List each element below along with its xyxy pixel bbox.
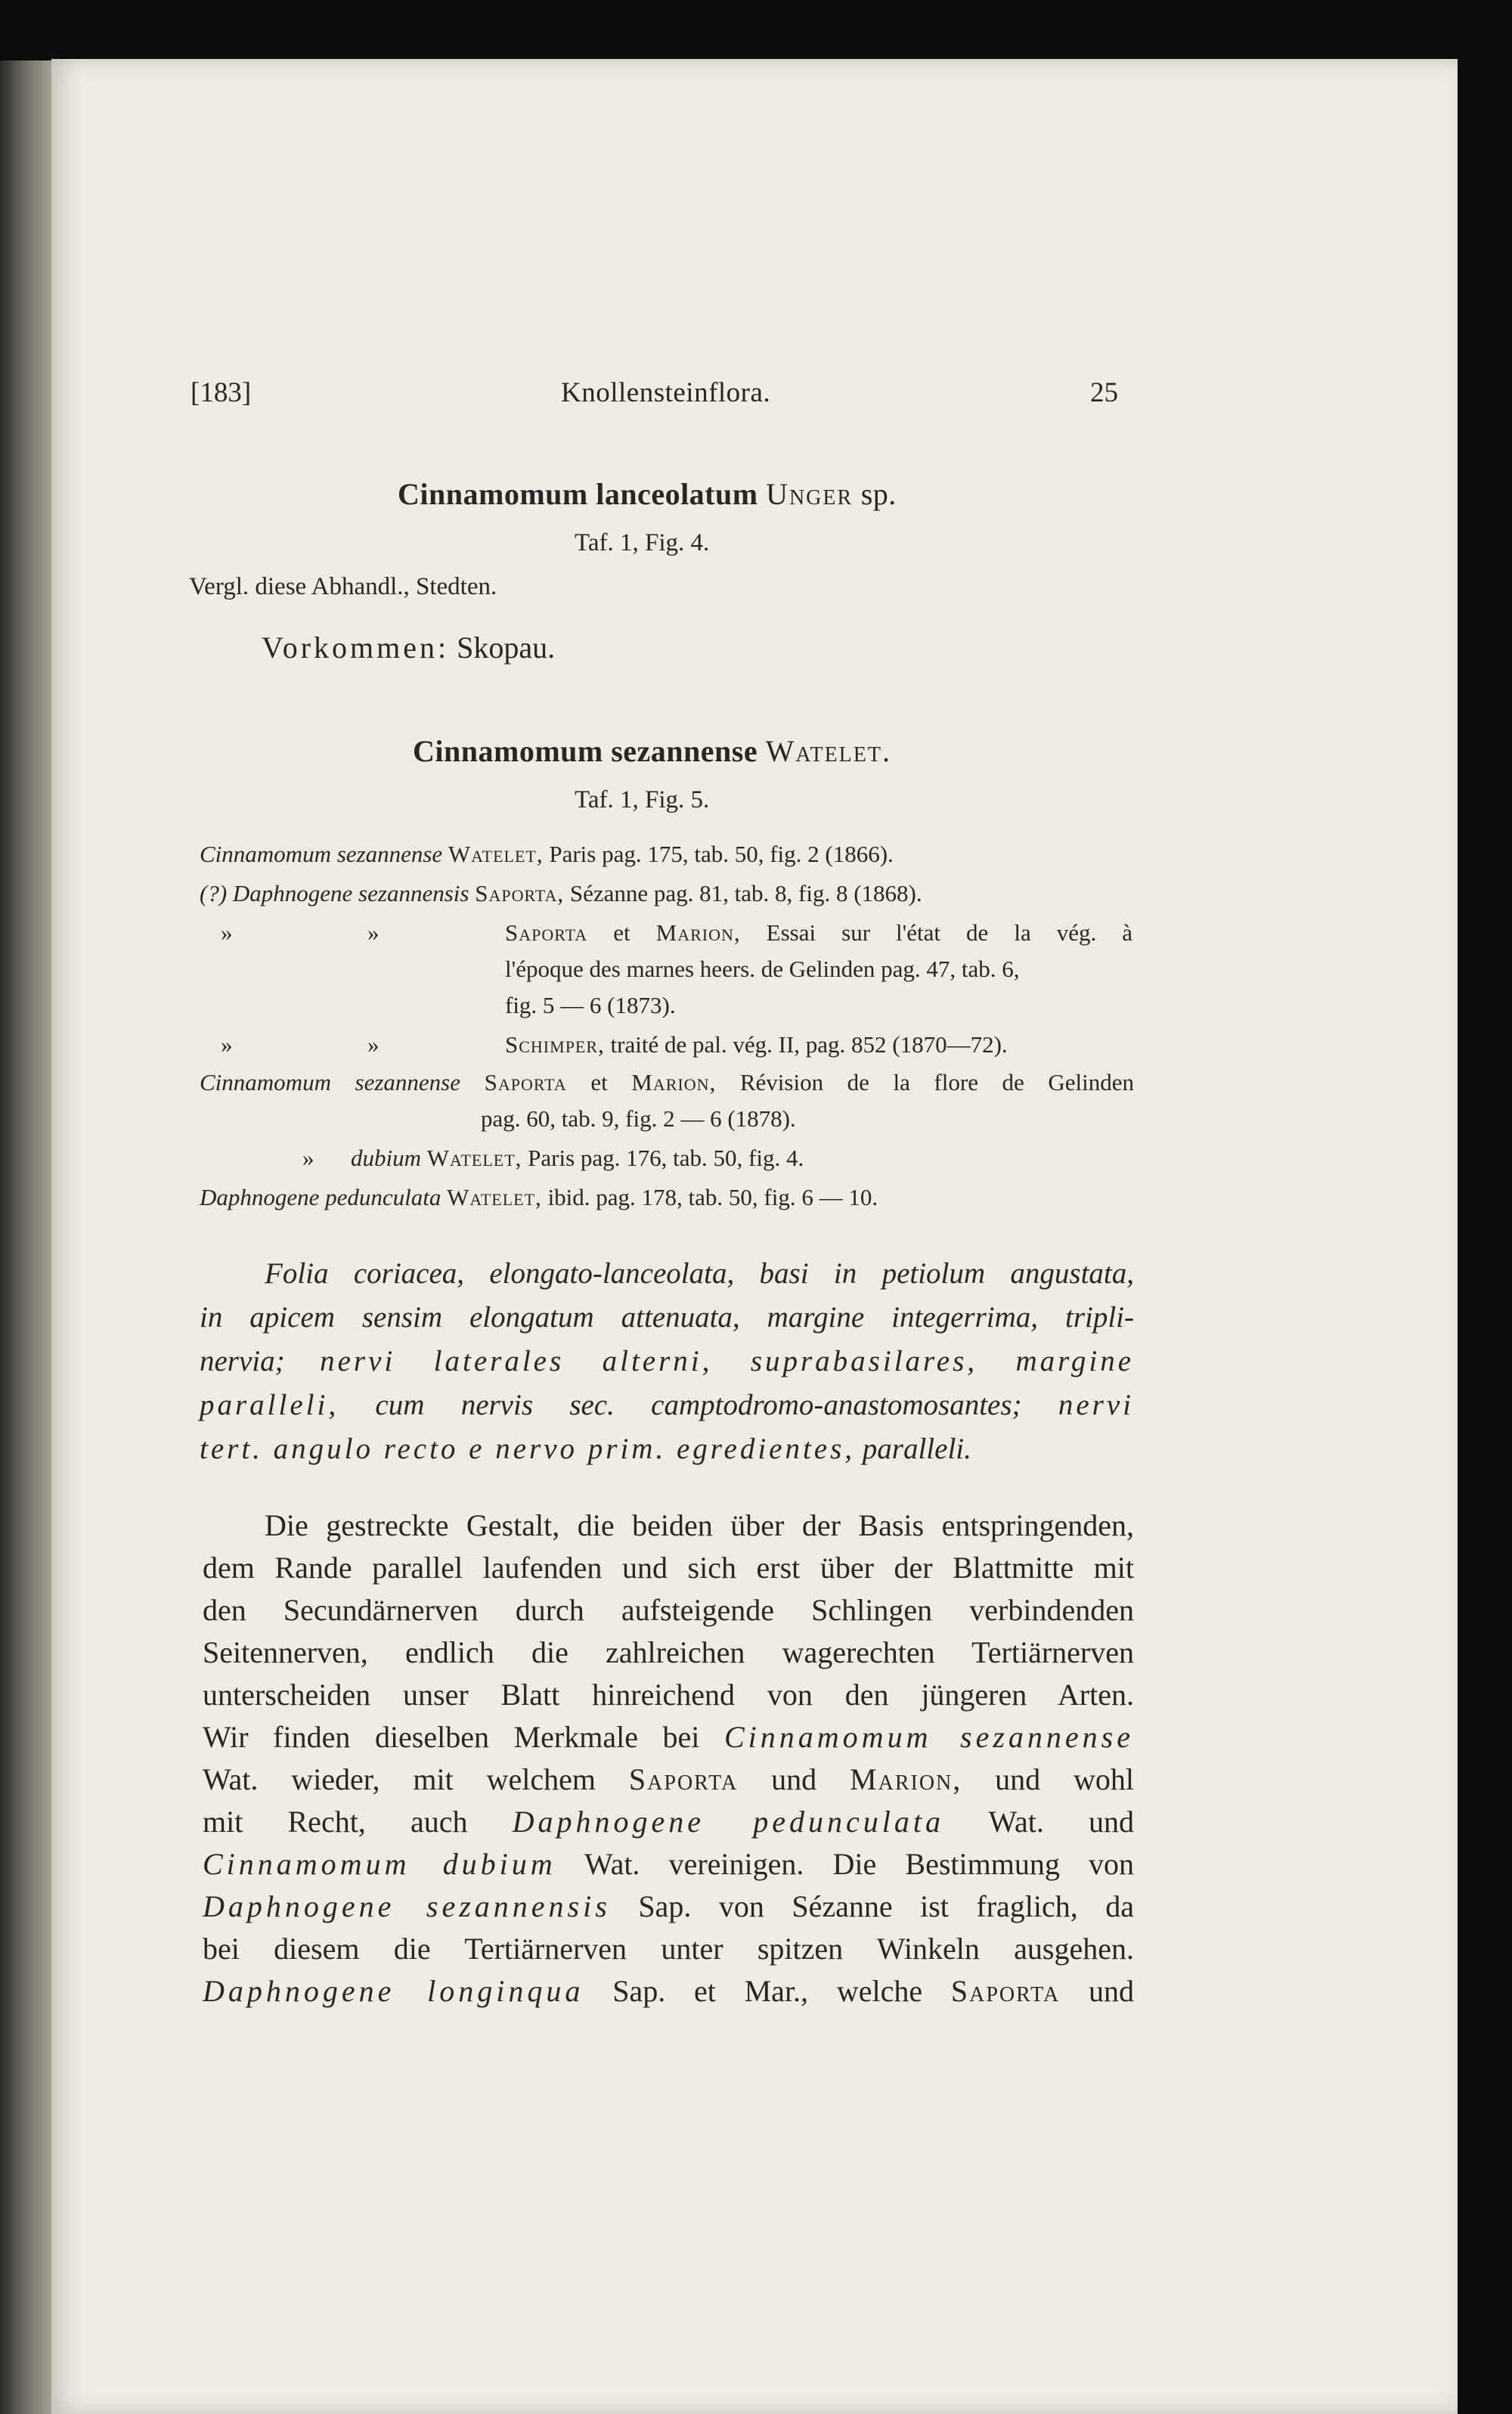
species-name: Cinnamomum lanceolatum xyxy=(398,477,758,511)
species-author: Unger xyxy=(766,477,854,511)
body-line: Wir finden dieselben Merkmale bei Cinnamomum sezannense xyxy=(203,1720,1134,1754)
species-heading-sezannense xyxy=(413,733,891,769)
body-line: Die gestreckte Gestalt, die beiden über der Basis entspringenden, xyxy=(265,1508,1134,1542)
ditto-mark: » xyxy=(302,1145,314,1171)
diagnosis-line: Folia coriacea, elongato-lanceolata, basi in petiolum angustata, xyxy=(265,1257,1134,1290)
body-line: bei diesem die Tertiärnerven unter spitzen Winkeln ausgehen. xyxy=(203,1932,1134,1966)
synonym-line: dubium Watelet, Paris pag. 176, tab. 50, fig. 4. xyxy=(351,1145,804,1171)
plate-reference: Taf. 1, Fig. 4. xyxy=(575,529,710,556)
synonym-line: Daphnogene pedunculata Watelet, ibid. pag. 178, tab. 50, fig. 6 — 10. xyxy=(200,1184,878,1210)
species-suffix: sp. xyxy=(860,477,897,511)
ditto-mark: » xyxy=(367,919,380,946)
book-spine-edge xyxy=(0,60,53,2414)
occurrence-label: Vorkommen: xyxy=(262,631,450,665)
body-line: den Secundärnerven durch aufsteigende Schlingen verbindenden xyxy=(203,1593,1134,1627)
diagnosis-line: tert. angulo recto e nervo prim. egredientes, parallelі. xyxy=(200,1433,971,1465)
synonym-line: Schimper, traité de pal. vég. II, pag. 852 (1870—72). xyxy=(505,1031,1008,1058)
species-name: Cinnamomum sezannense xyxy=(413,734,758,768)
species-heading-lanceolatum xyxy=(398,476,897,512)
species-author: Watelet. xyxy=(765,734,891,768)
diagnosis-line: nervia; nervi laterales alterni, suprabasilares, margine xyxy=(200,1345,1134,1377)
occurrence-value: Skopau. xyxy=(457,631,556,665)
body-line: Daphnogene sezannensis Sap. von Sézanne ist fraglich, da xyxy=(203,1889,1135,1923)
body-line: dem Rande parallel laufenden und sich erst über der Blattmitte mit xyxy=(203,1551,1134,1585)
comparison-note: Vergl. diese Abhandl., Stedten. xyxy=(189,573,497,600)
running-title: Knollensteinflora. xyxy=(561,377,771,408)
diagnosis-line: in apicem sensim elongatum attenuata, margine integerrima, tripli- xyxy=(200,1301,1134,1334)
book-page xyxy=(51,59,1458,2414)
body-line: Daphnogene longinqua Sap. et Mar., welche Saporta und xyxy=(203,1974,1134,2008)
ditto-mark: » xyxy=(221,919,233,946)
ditto-mark: » xyxy=(221,1031,233,1058)
body-line: Cinnamomum dubium Wat. vereinigen. Die Bestimmung von xyxy=(203,1847,1135,1881)
ditto-mark: » xyxy=(367,1031,380,1058)
synonym-line: Saporta et Marion, Essai sur l'état de la vég. à xyxy=(505,919,1133,946)
synonym-continuation: fig. 5 — 6 (1873). xyxy=(505,992,676,1018)
synonym-continuation: pag. 60, tab. 9, fig. 2 — 6 (1878). xyxy=(481,1105,796,1132)
occurrence-line xyxy=(262,630,555,665)
synonym-line: Cinnamomum sezannense Saporta et Marion, Révision de la flore de Gelinden xyxy=(200,1069,1134,1095)
synonym-line: (?) Daphnogene sezannensis Saporta, Sézanne pag. 81, tab. 8, fig. 8 (1868). xyxy=(200,880,922,906)
synonym-line: Cinnamomum sezannense Watelet, Paris pag. 175, tab. 50, fig. 2 (1866). xyxy=(200,841,894,867)
diagnosis-line: paralleli, cum nervis sec. camptodromo-anastomosantes; nervi xyxy=(200,1389,1134,1421)
body-line: unterscheiden unser Blatt hinreichend von den jüngeren Arten. xyxy=(203,1678,1134,1712)
page-number: 25 xyxy=(1090,377,1118,408)
body-line: Seitennerven, endlich die zahlreichen wagerechten Tertiärnerven xyxy=(203,1635,1134,1669)
plate-reference: Taf. 1, Fig. 5. xyxy=(575,786,710,813)
page-reference: [183] xyxy=(191,377,252,408)
body-line: mit Recht, auch Daphnogene pedunculata Wat. und xyxy=(203,1805,1134,1839)
synonym-continuation: l'époque des marnes heers. de Gelinden pag. 47, tab. 6, xyxy=(505,956,1020,982)
body-line: Wat. wieder, mit welchem Saporta und Marion, und wohl xyxy=(203,1762,1135,1796)
